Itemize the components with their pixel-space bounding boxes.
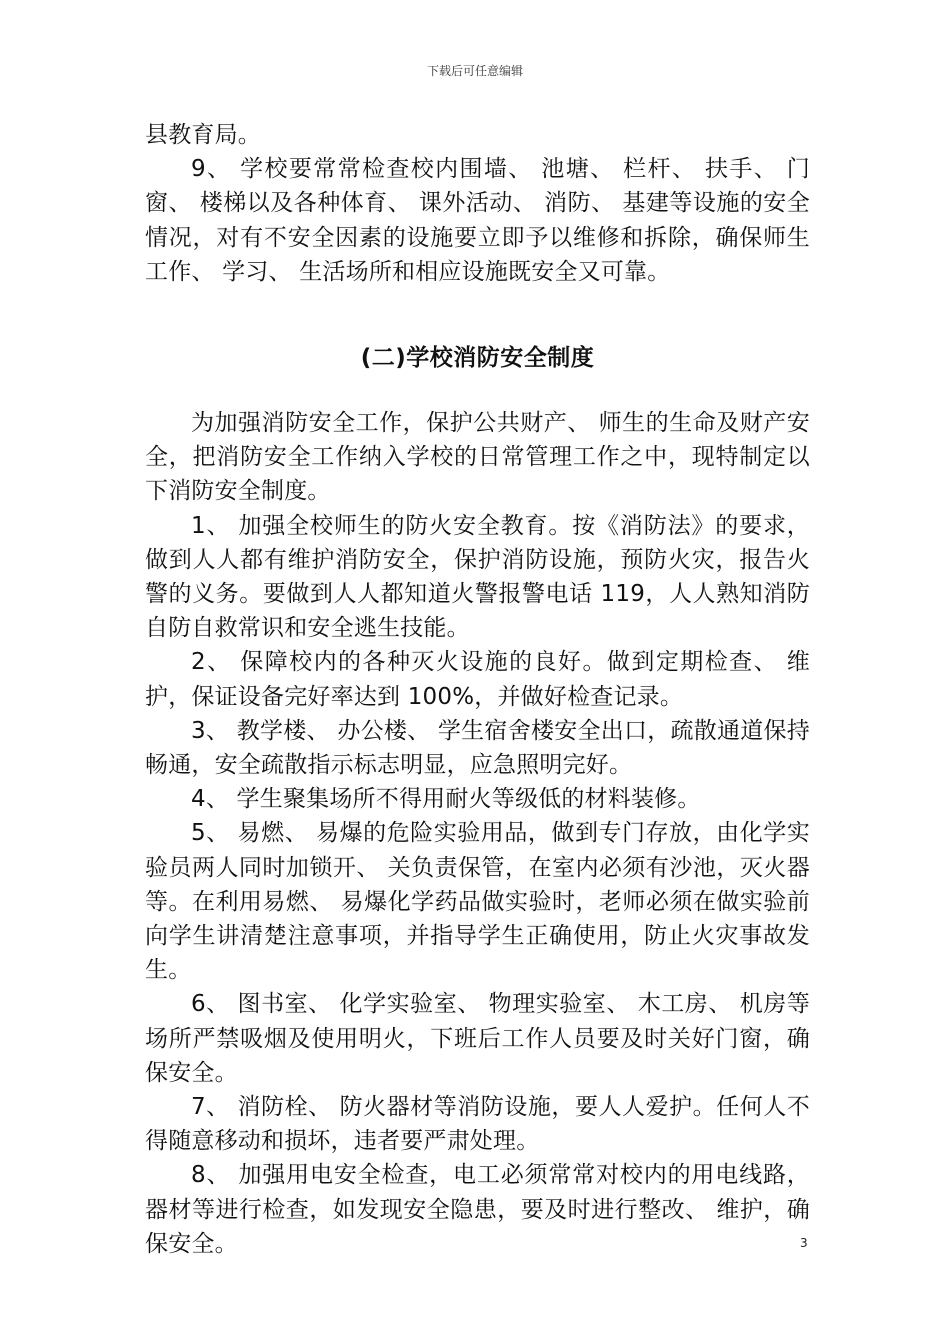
paragraph-item-7: 7、 消防栓、 防火器材等消防设施，要人人爱护。任何人不得随意移动和损坏，违者要严肃处理。 <box>145 1094 810 1155</box>
header-note: 下载后可任意编辑 <box>426 64 523 78</box>
paragraph-item-4: 4、 学生聚集场所不得用耐火等级低的材料装修。 <box>191 786 701 813</box>
page-number: 3 <box>800 1236 808 1250</box>
paragraph-item-2: 2、 保障校内的各种灭火设施的良好。做到定期检查、 维护，保证设备完好率达到 100%，并做好检查记录。 <box>145 649 810 710</box>
paragraph-item-3: 3、 教学楼、 办公楼、 学生宿舍楼安全出口，疏散通道保持畅通，安全疏散指示标志明显，应急照明完好。 <box>145 717 810 779</box>
paragraph-top-1: 9、 学校要常常检查校内围墙、 池塘、 栏杆、 扶手、 门窗、 楼梯以及各种体育、 课外活动、 消防、 基建等设施的安全情况，对有不安全因素的设施要立即予以维修和拆除，确保师生工作、 学习、 生活场所和相应设施既安全又可靠。 <box>145 156 810 285</box>
paragraph-item-5: 5、 易燃、 易爆的危险实验用品，做到专门存放，由化学实验员两人同时加锁开、 关负责保管，在室内必须有沙池，灭火器等。在利用易燃、 易爆化学药品做实验时，老师必须在做实验前向学生讲清楚注意事项，并指导学生正确使用，防止火灾事故发生。 <box>145 820 810 984</box>
paragraph-item-6: 6、 图书室、 化学实验室、 物理实验室、 木工房、 机房等场所严禁吸烟及使用明火，下班后工作人员要及时关好门窗，确保安全。 <box>145 991 810 1086</box>
paragraph-intro: 为加强消防安全工作，保护公共财产、 师生的生命及财产安全，把消防安全工作纳入学校的日常管理工作之中，现特制定以下消防安全制度。 <box>145 410 810 505</box>
paragraph-item-1: 1、 加强全校师生的防火安全教育。按《消防法》的要求，做到人人都有维护消防安全，保护消防设施，预防火灾，报告火警的义务。要做到人人都知道火警报警电话 119，人人熟知消防自防自救常识和安全逃生技能。 <box>145 512 810 642</box>
paragraph-item-8: 8、 加强用电安全检查，电工必须常常对校内的用电线路，器材等进行检查，如发现安全隐患，要及时进行整改、 维护，确保安全。 <box>145 1162 810 1257</box>
section-title: (二)学校消防安全制度 <box>360 345 595 372</box>
document-body <box>145 118 810 1261</box>
paragraph-top-0: 县教育局。 <box>145 122 261 148</box>
